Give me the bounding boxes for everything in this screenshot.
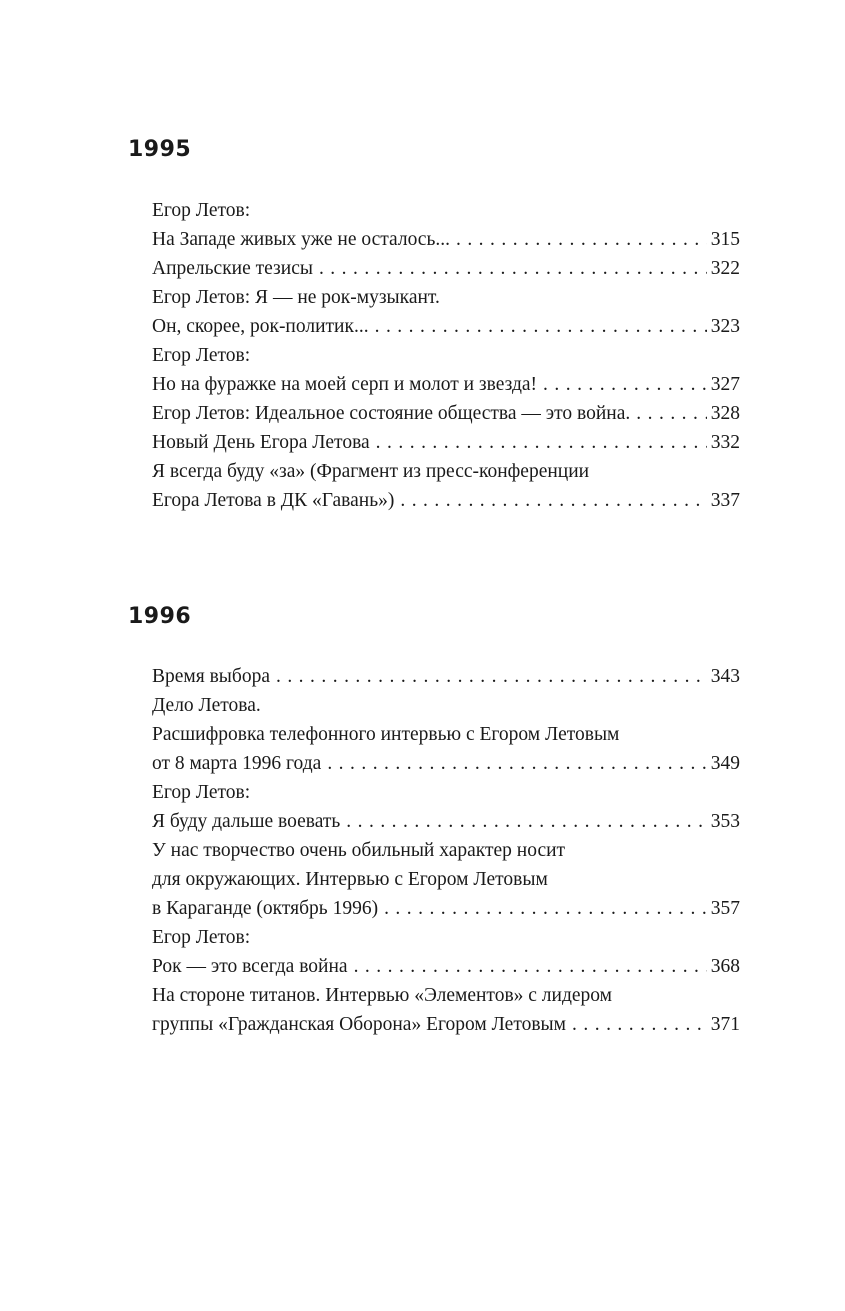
toc-page-number: 323: [710, 316, 740, 337]
toc-entry-line: [152, 662, 740, 691]
toc-entry-line: [152, 778, 740, 807]
toc-entry-line: [152, 341, 740, 370]
toc-entry: [152, 923, 740, 981]
toc-entry-line: [152, 865, 740, 894]
toc-entry-line: [152, 370, 740, 399]
toc-page-number: 328: [710, 403, 740, 424]
toc-entry-title: Дело Летова.: [152, 695, 261, 716]
toc-entry-line: [152, 923, 740, 952]
dot-leader: [400, 486, 706, 515]
dot-leader: [327, 749, 706, 778]
toc-entry: [152, 836, 740, 923]
toc-entry-title: в Караганде (октябрь 1996): [152, 898, 379, 919]
toc-entry-title: Но на фуражке на моей серп и молот и звезда!: [152, 374, 538, 395]
toc-entry-title: На Западе живых уже не осталось...: [152, 229, 450, 250]
toc-entry: [152, 778, 740, 836]
toc-entry-title: На стороне титанов. Интервью «Элементов» с лидером: [152, 985, 613, 1006]
toc-list-1996: [152, 662, 740, 1039]
dot-leader: [384, 894, 707, 923]
dot-leader: [346, 807, 706, 836]
dot-leader: [543, 370, 707, 399]
toc-entry-title: Егор Летов: Я — не рок-музыкант.: [152, 287, 440, 308]
toc-entry: [152, 691, 740, 778]
toc-entry-line: [152, 894, 740, 923]
dot-leader: [456, 225, 707, 254]
toc-entry-title: Егор Летов:: [152, 200, 251, 221]
toc-entry-line: [152, 981, 740, 1010]
toc-entry-title: Время выбора: [152, 666, 270, 687]
toc-entry-line: [152, 486, 740, 515]
section-year-1995: 1995: [128, 137, 192, 162]
toc-page-number: 357: [710, 898, 740, 919]
dot-leader: [276, 662, 707, 691]
toc-entry: [152, 341, 740, 399]
toc-entry-title: У нас творчество очень обильный характер носит: [152, 840, 566, 861]
toc-entry-title: от 8 марта 1996 года: [152, 753, 322, 774]
toc-entry-title: Егор Летов: Идеальное состояние общества — это война.: [152, 403, 631, 424]
toc-entry: [152, 399, 740, 428]
toc-page-number: 332: [710, 432, 740, 453]
dot-leader: [376, 428, 707, 457]
toc-page-number: 371: [710, 1014, 740, 1035]
toc-entry: [152, 662, 740, 691]
toc-page-number: 322: [710, 258, 740, 279]
toc-entry-title: Я всегда буду «за» (Фрагмент из пресс-конференции: [152, 461, 590, 482]
dot-leader: [572, 1010, 707, 1039]
toc-entry-line: [152, 225, 740, 254]
toc-entry-title: Рок — это всегда война: [152, 956, 348, 977]
toc-entry-title: Новый День Егора Летова: [152, 432, 370, 453]
toc-entry-line: [152, 952, 740, 981]
toc-entry-title: Егор Летов:: [152, 927, 251, 948]
toc-entry-line: [152, 807, 740, 836]
toc-page-number: 353: [710, 811, 740, 832]
toc-entry-line: [152, 254, 740, 283]
section-year-1996: 1996: [128, 604, 192, 629]
toc-entry-title: Егор Летов:: [152, 782, 251, 803]
toc-entry: [152, 428, 740, 457]
toc-entry-line: [152, 749, 740, 778]
toc-entry-title: группы «Гражданская Оборона» Егором Летовым: [152, 1014, 567, 1035]
toc-entry-line: [152, 196, 740, 225]
toc-entry: [152, 283, 740, 341]
toc-list-1995: [152, 196, 740, 515]
toc-entry: [152, 457, 740, 515]
toc-entry-title: Расшифровка телефонного интервью с Егором Летовым: [152, 724, 620, 745]
toc-entry-line: [152, 1010, 740, 1039]
dot-leader: [354, 952, 707, 981]
toc-page-number: 327: [710, 374, 740, 395]
toc-entry-line: [152, 691, 740, 720]
toc-entry: [152, 254, 740, 283]
toc-entry-title: Он, скорее, рок-политик...: [152, 316, 369, 337]
toc-entry-title: для окружающих. Интервью с Егором Летовым: [152, 869, 548, 890]
toc-page-number: 368: [710, 956, 740, 977]
toc-entry-line: [152, 720, 740, 749]
toc-entry-line: [152, 283, 740, 312]
toc-entry-line: [152, 399, 740, 428]
toc-entry-line: [152, 312, 740, 341]
toc-entry: [152, 981, 740, 1039]
toc-page-number: 349: [710, 753, 740, 774]
toc-entry-title: Я буду дальше воевать: [152, 811, 341, 832]
dot-leader: [319, 254, 707, 283]
toc-entry-title: Егор Летов:: [152, 345, 251, 366]
dot-leader: [375, 312, 707, 341]
toc-entry: [152, 196, 740, 254]
toc-page-number: 343: [710, 666, 740, 687]
toc-entry-line: [152, 457, 740, 486]
toc-entry-title: Апрельские тезисы: [152, 258, 313, 279]
toc-entry-title: Егора Летова в ДК «Гавань»): [152, 490, 395, 511]
toc-entry-line: [152, 836, 740, 865]
dot-leader: [636, 399, 706, 428]
toc-entry-line: [152, 428, 740, 457]
toc-page-number: 337: [710, 490, 740, 511]
toc-page-number: 315: [710, 229, 740, 250]
